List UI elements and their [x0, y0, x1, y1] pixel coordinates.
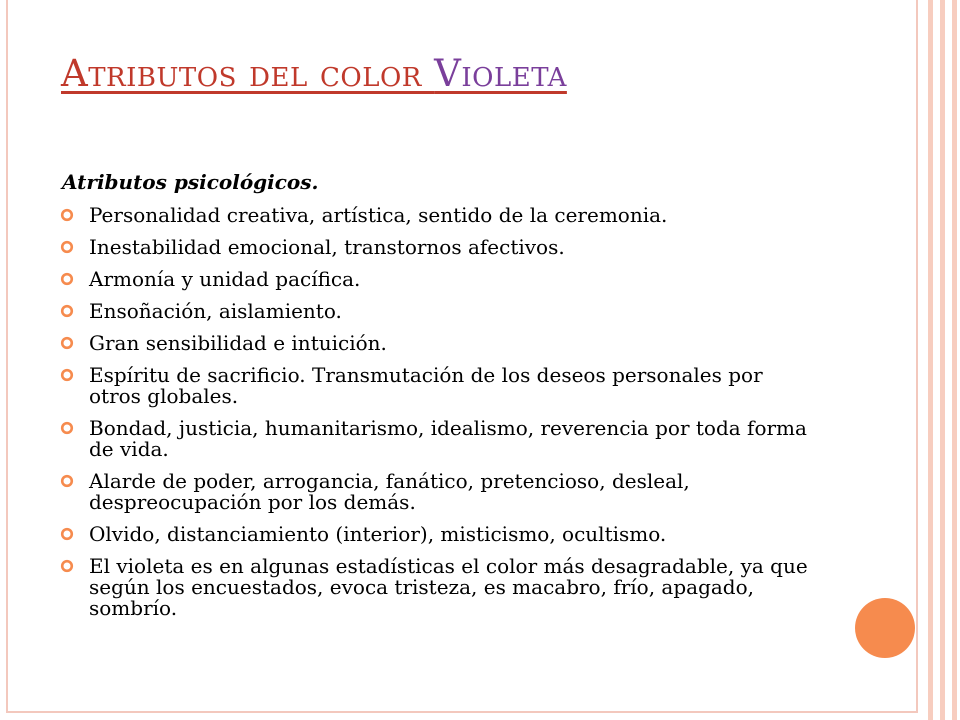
- bullet-text: Ensoñación, aislamiento.: [89, 299, 342, 323]
- list-item: [60, 333, 820, 354]
- list-item: [60, 524, 820, 545]
- bullet-text: Espíritu de sacrificio. Transmutación de los deseos personales por otros globales.: [89, 363, 763, 408]
- bullet-text: El violeta es en algunas estadísticas el color más desagradable, ya que según los encuestados, evoca tristeza, es macabro, frío, apagado, sombrío.: [89, 554, 808, 620]
- list-item: [60, 269, 820, 290]
- list-item: [60, 556, 820, 619]
- side-decoration-bar: [952, 0, 957, 720]
- bullet-ring-icon: [60, 208, 74, 222]
- bullet-ring-icon: [60, 421, 74, 435]
- bullet-ring-icon: [60, 559, 74, 573]
- bullet-ring-icon: [60, 368, 74, 382]
- bullet-ring-icon: [60, 304, 74, 318]
- title-part-atributos: Atributos del color: [61, 52, 435, 95]
- section-subtitle: Atributos psicológicos.: [62, 170, 319, 194]
- bullet-ring-icon: [60, 527, 74, 541]
- side-decoration-bar: [928, 0, 933, 720]
- bullet-text: Gran sensibilidad e intuición.: [89, 331, 387, 355]
- bullet-text: Inestabilidad emocional, transtornos afectivos.: [89, 235, 565, 259]
- bullet-text: Olvido, distanciamiento (interior), misticismo, ocultismo.: [89, 522, 667, 546]
- bullet-ring-icon: [60, 474, 74, 488]
- side-decoration-bar: [940, 0, 945, 720]
- bullet-text: Alarde de poder, arrogancia, fanático, pretencioso, desleal, despreocupación por los demás.: [89, 469, 690, 514]
- bullet-ring-icon: [60, 336, 74, 350]
- list-item: [60, 237, 820, 258]
- bullet-text: Bondad, justicia, humanitarismo, idealismo, reverencia por toda forma de vida.: [89, 416, 807, 461]
- bullet-ring-icon: [60, 272, 74, 286]
- slide-title: [61, 52, 567, 95]
- list-item: [60, 418, 820, 460]
- list-item: [60, 471, 820, 513]
- list-item: [60, 205, 820, 226]
- list-item: [60, 365, 820, 407]
- decorative-orange-circle: [855, 598, 915, 658]
- bullet-text: Personalidad creativa, artística, sentido de la ceremonia.: [89, 203, 668, 227]
- title-part-violeta: Violeta: [434, 52, 567, 95]
- bullet-ring-icon: [60, 240, 74, 254]
- bullet-text: Armonía y unidad pacífica.: [89, 267, 361, 291]
- list-item: [60, 301, 820, 322]
- bullet-list: [60, 205, 820, 630]
